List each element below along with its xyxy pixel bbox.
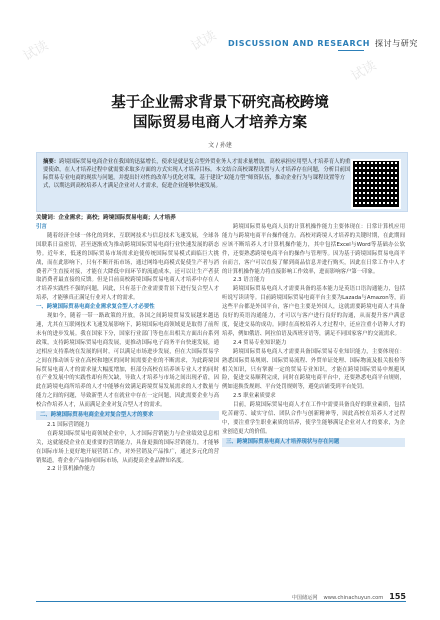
paragraph: 2.5 职业素质要求 bbox=[233, 393, 276, 400]
section-heading: 一、跨境国际贸易电商企业需求复合型人才必要性 bbox=[36, 304, 155, 311]
article-title bbox=[0, 93, 440, 133]
section-heading: 三、跨境国际贸易电商人才培养现状与存在问题 bbox=[222, 438, 405, 447]
right-column bbox=[222, 223, 405, 448]
footer-rule bbox=[36, 601, 406, 602]
section-title-en: DISCUSSION AND RESEARCH bbox=[227, 39, 370, 48]
abstract-body: 跨境国际贸易电商企业在我国的迅猛增长，使求是就是复合型外贸业务人才需求量增加，高校承担应用型人才培养育人的重要使命，在人才培养过程中就需要求取多方面的方式实现人才培养目标。本文结合高校课程设置与人才培养存在问题，分析目前国际贸易专业电商的现状与问题，并提出针对性的改革与优化对策，基于建设“双能力型”师资队伍，推动企业行为与课程设置等方式，以期达到高校培养人才满足企业对人才需求，促进企业能够快速发展。 bbox=[43, 159, 351, 189]
page-number: 155 bbox=[389, 592, 406, 601]
qr-code-icon bbox=[351, 159, 401, 209]
paragraph: 2.2 计算机操作能力 bbox=[47, 466, 96, 473]
section-heading: 二、跨境国际贸易电商企业对复合型人才的要求 bbox=[36, 411, 219, 420]
watermark: 试读 bbox=[348, 58, 380, 85]
paragraph: 2.4 贸易专业知识能力 bbox=[233, 339, 287, 346]
paragraph: 2.3 语言能力 bbox=[233, 277, 265, 284]
author: 文 / 孙建 bbox=[208, 142, 232, 149]
paragraph: 在跨境国际贸易电商领域企业中，人才国际营销能力与企业绩效息息相关，这就能使企业在更重要的营销能力，具备更强的国际营销能力，才能够在国际市场上更好地开展营销工作，对外营销及产品推广，通过多元化的营销渠道，将企业产品推向国际市场，从而提高企业品牌知名度。 bbox=[36, 430, 219, 464]
page-header bbox=[228, 38, 418, 49]
paragraph: 跨境国际贸易电商人才需要具备国际贸易专业知识能力，主要体现在：熟悉国际贸易规则、国际贸易流程、外贸单证处理、国际物流及报关报检等相关知识，只有掌握一定的贸易专业知识，才能在跨境国际贸易中规避风险，促进交易顺利完成，同时在跨境电商平台中，还要熟悉电商平台规则，例如退换货规则、平台处罚规则等，避免店铺受到平台处罚。 bbox=[222, 348, 405, 391]
abstract-text bbox=[43, 158, 355, 190]
paragraph: 2.1 国际营销能力 bbox=[47, 421, 90, 428]
left-column bbox=[36, 223, 219, 474]
journal-name: 中国储运网 bbox=[291, 595, 318, 601]
paragraph: 跨境国际贸易电商人员的计算机操作能力主要体现在：日常计算机应用能力与跨境电商平台操作能力。高校对跨境人才培养的关键时期，在此期间应该不断培养人才计算机操作能力，其中包括Excel与Word等基础办公软件，还要熟悉跨境电商平台的操作与管理等。因为基于跨境国际贸易电商平台而言，客户可以直接了解到商品信息并进行购买，因此在日常工作中人才的计算机操作能力将直接影响工作效率，进而影响客户第一印象。 bbox=[222, 224, 405, 275]
title-line: 国际贸易电商人才培养方案 bbox=[133, 114, 307, 131]
paragraph: 跨境国际贸易电商人才需要具备的基本能力是英语口语沟通能力，包括听说写读读等。目前跨境国际贸易电商平台主要为Lazada与Amazon等，而这些平台都是外国平台，客户也主要是外国人，这就需要跨境电商人才具备良好的英语沟通能力，才可以与客户进行良好的沟通，从而提升客户满意度，促进交易的成功。同时在高校培养人才过程中，还应注重小语种人才的培养，例如俄语、阿拉伯语及西班牙语等，满足不同国家客户的交流需求。 bbox=[222, 286, 405, 337]
page-footer bbox=[292, 592, 406, 601]
paragraph: 现如今，随着一带一路政策的开放，各国之间跨境贸易发展越来越迅速，尤其在互联网技术飞速发展影响下，跨境国际电商领域更是取得了前所未有的进步发展。我在国家下分，国家行业部门等也在出相关方面出台系列政策，支持跨境国际贸易电商发展，更推动国际电子商务平台快速发展，通过相应支持系统在发展的同时，可以满足市场进步发展，但在大国际贸易学之间在推动该专业在高校和地区的同时间需要企业的不断需求，为此跨境国际贸易电商人才的需求量大幅度增加，但部分高校在培养该专业人才的同时在产业发展中的实践性却有所欠缺，导致人才培养与市场之间出现矛盾，因此在跨境电商所培养的人才中能够有效满足跨境贸易发展需求的人才数量与能力之间的问题，导致新型人才在就业中存在一定问题，因此需要企业与高校合作培养人才，从而满足企业对复合型人才的需求。 bbox=[36, 313, 219, 409]
watermark: 试读 bbox=[20, 38, 52, 65]
paragraph: 目前，跨境国际贸易电商人才在工作中需要具备良好的职业素质，包括吃苦耐劳、诚实守信、团队合作与创新精神等，因此高校在培养人才过程中，要注重学生职业素质的培养，使学生能够满足企业对人才的要求，为企业创造更大的价值。 bbox=[222, 402, 405, 435]
keywords: 关键词：企业需求；高校；跨境国际贸易电商；人才培养 bbox=[36, 215, 176, 221]
abstract-box bbox=[36, 152, 408, 212]
title-line: 基于企业需求背景下研究高校跨境 bbox=[111, 94, 329, 111]
abstract-label: 摘要： bbox=[43, 159, 60, 165]
section-title-cn: 探讨与研究 bbox=[375, 39, 418, 48]
paragraph: 随着经济全球一体化的到来，互联网技术与信息技术飞速发展，全球各国联系日益密切，甚至逐渐成为推动跨境国际贸易电商行业快速发展的新态势。近年来，低迷的国际贸易市场需求迫使传统国际贸易模式面临巨大挑战，而在此影响下，只有不断开拓市场，通过网络电商模式促使生产者与消费者产生直接对接，才能在大降低中间环节的流通成本，还可以让生产者获取消费者最直接的反馈。但是目前高校跨境国际贸易电商人才培养中存在人才培养实践性不强的问题，因此，只有基于企业需要背景下进行复合型人才培养，才能够真正满足行业对人才的需求。 bbox=[36, 232, 219, 302]
journal-url: www.chinachuyun.com bbox=[323, 595, 384, 601]
watermark: 试读 bbox=[188, 28, 220, 55]
section-heading: 引言 bbox=[36, 224, 47, 230]
header-rule bbox=[338, 50, 364, 51]
